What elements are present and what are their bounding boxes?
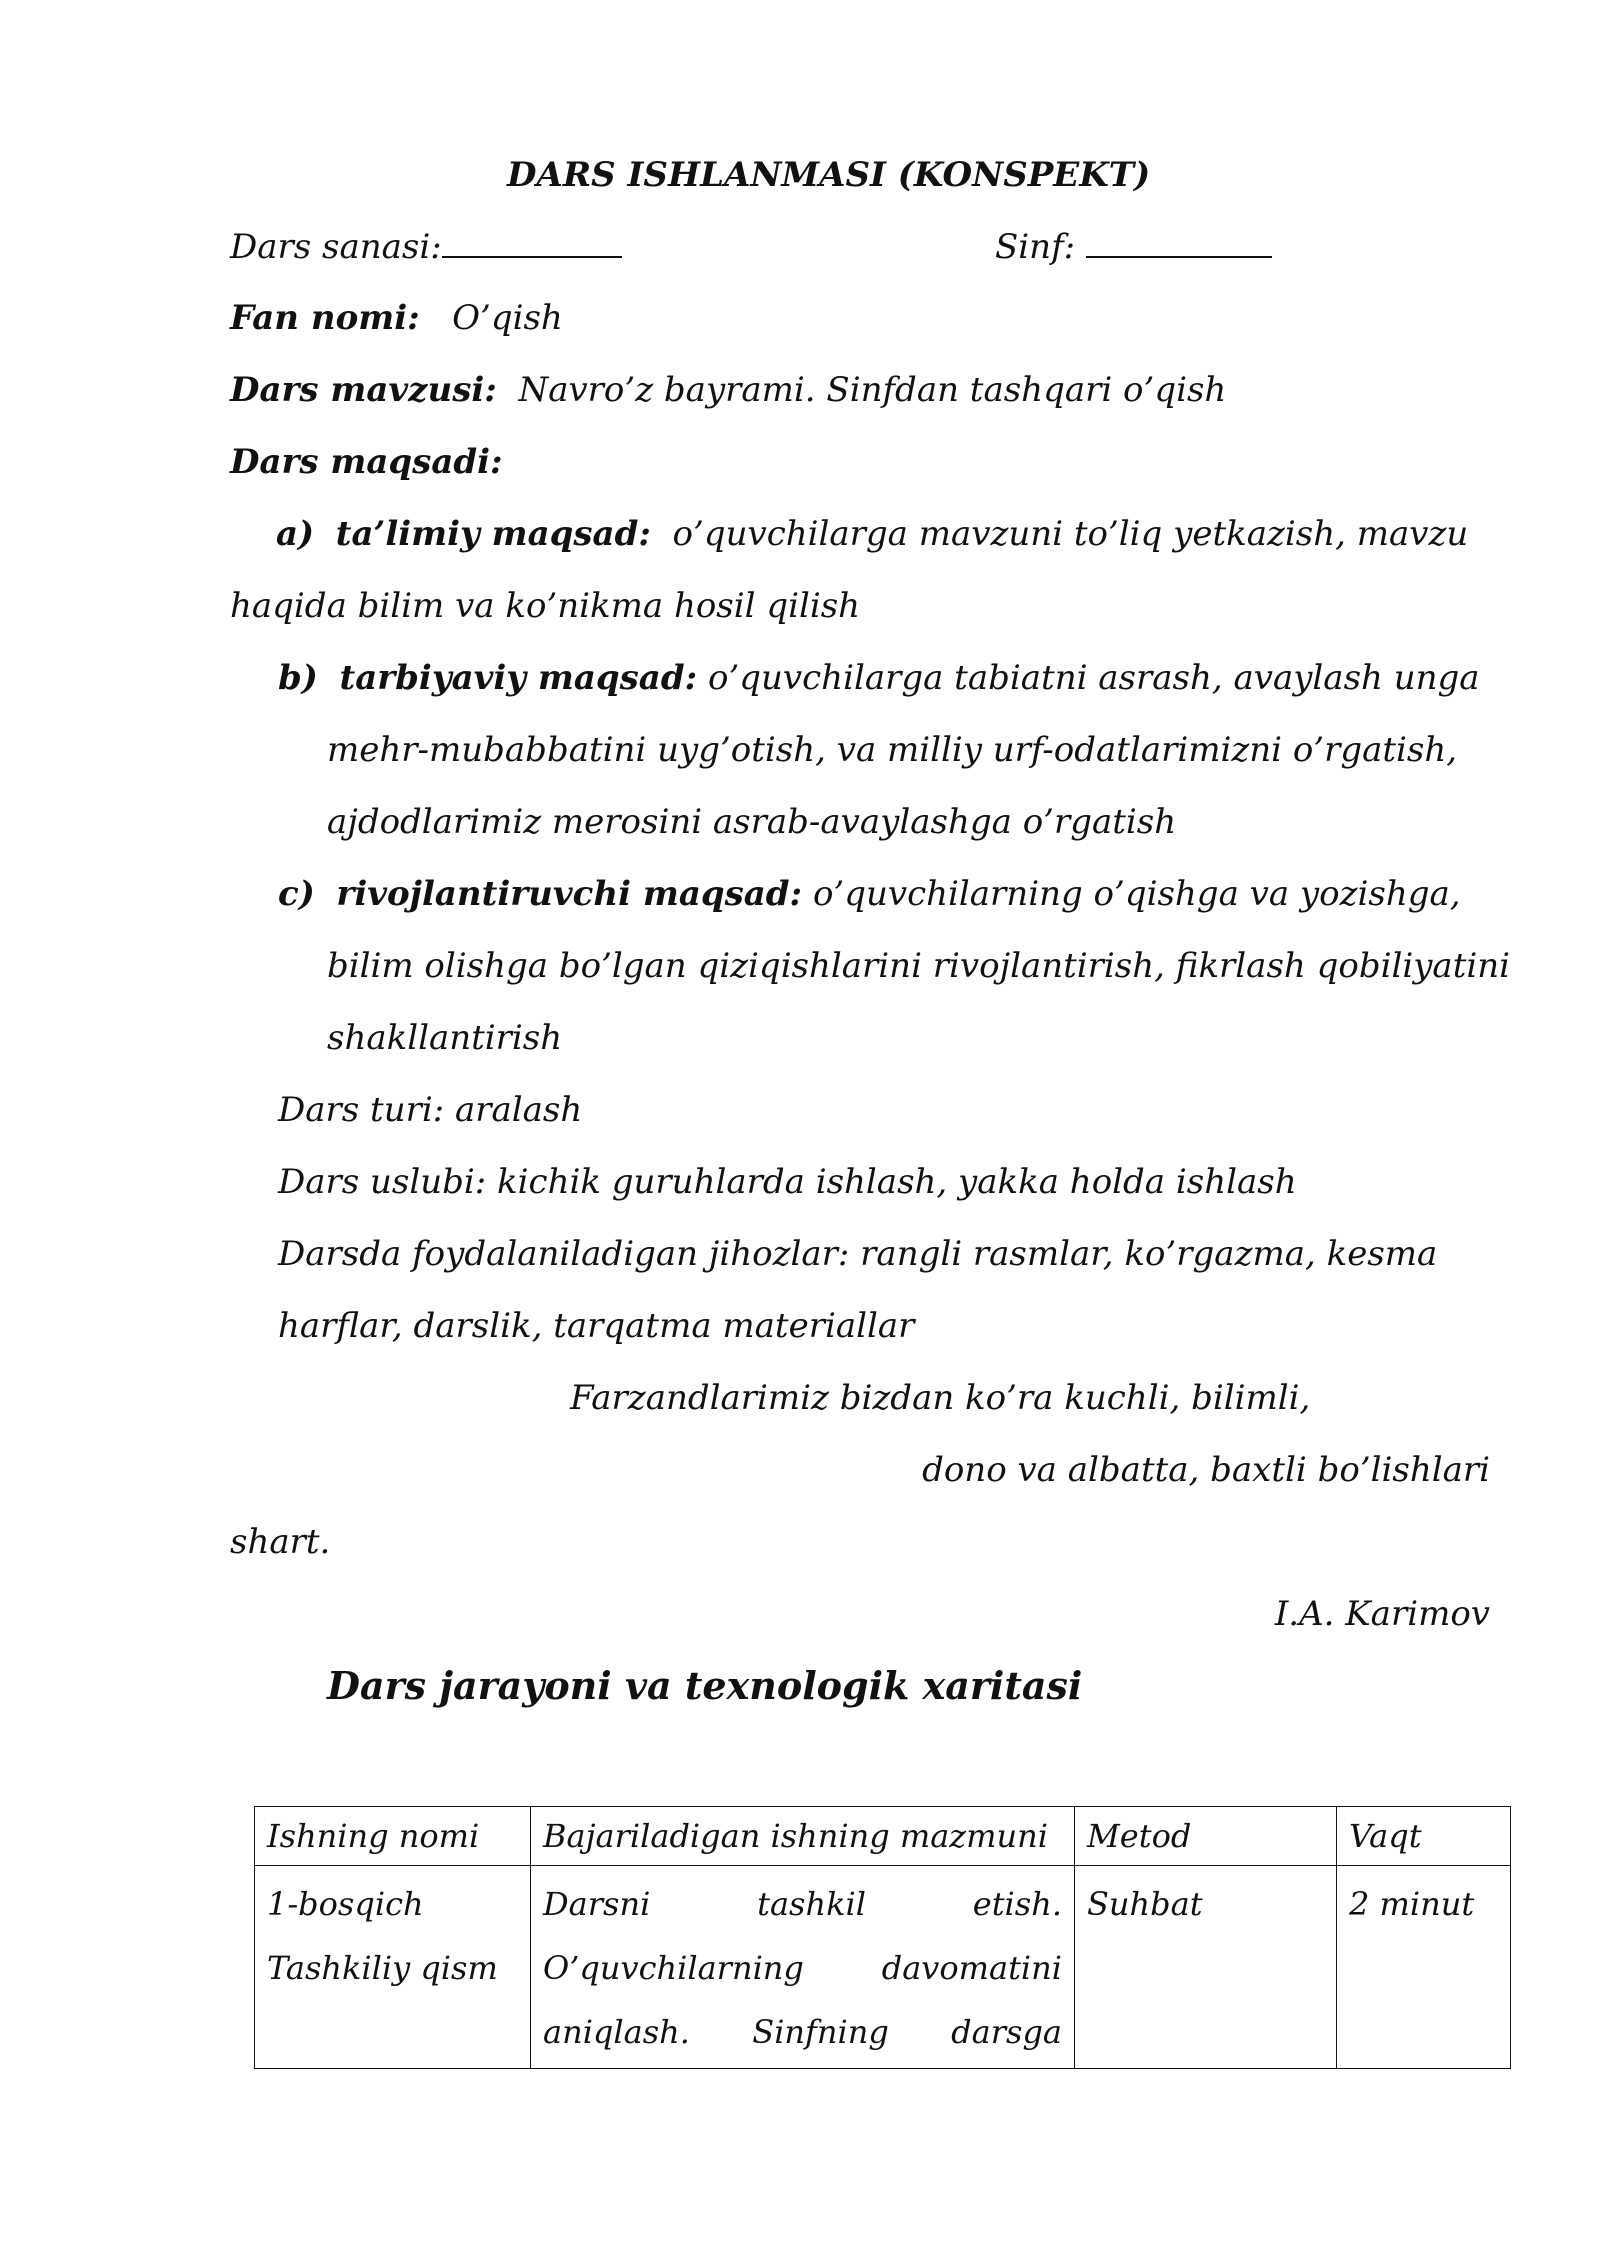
- subject-value: O’qish: [452, 298, 563, 338]
- goal-a-text1: o’quvchilarga mavzuni to’liq yetkazish, mavzu: [672, 514, 1469, 554]
- goals-label: Dars maqsadi:: [230, 442, 503, 482]
- date-label: Dars sanasi:: [230, 227, 442, 267]
- subject-label: Fan nomi:: [230, 298, 420, 338]
- goal-a-label: ta’limiy maqsad:: [335, 514, 651, 554]
- quote-line2: dono va albatta, baxtli bo’lishlari: [922, 1450, 1490, 1490]
- cell-time: 2 minut: [1337, 1866, 1511, 2069]
- content-line1: [543, 1872, 1062, 1936]
- content-line2: [543, 1936, 1062, 2000]
- technology-map-table: [254, 1806, 1511, 2069]
- header-work-content: Bajariladigan ishning mazmuni: [531, 1807, 1075, 1866]
- date-field: [230, 226, 622, 267]
- content-word: tashkil: [757, 1885, 866, 1923]
- content-word: davomatini: [881, 1949, 1062, 1987]
- goal-b-marker: b): [278, 658, 318, 698]
- lesson-type: Dars turi: aralash: [278, 1090, 583, 1130]
- topic-value: Navro’z bayrami. Sinfdan tashqari o’qish: [518, 370, 1227, 410]
- section-title: Dars jarayoni va texnologik xaritasi: [327, 1663, 1083, 1708]
- class-field: [995, 226, 1272, 267]
- header-method: Metod: [1075, 1807, 1337, 1866]
- quote-author: I.A. Karimov: [1274, 1594, 1490, 1634]
- stage-name: Tashkiliy qism: [267, 1949, 498, 1987]
- table-header-row: [255, 1807, 1511, 1866]
- topic-line: [230, 370, 1226, 410]
- goal-c-label: rivojlantiruvchi maqsad:: [336, 874, 803, 914]
- topic-label: Dars mavzusi:: [230, 370, 497, 410]
- content-word: aniqlash.: [543, 2013, 690, 2051]
- subject-line: [230, 298, 563, 338]
- goal-b-text1: o’quvchilarga tabiatni asrash, avaylash unga: [707, 658, 1480, 698]
- cell-work-name: [255, 1866, 531, 2069]
- cell-method: Suhbat: [1075, 1866, 1337, 2069]
- goal-b-line3: ajdodlarimiz merosini asrab-avaylashga o’rgatish: [327, 802, 1177, 842]
- goal-b-label: tarbiyaviy maqsad:: [339, 658, 698, 698]
- cell-work-content: [531, 1866, 1075, 2069]
- goal-a-marker: a): [276, 514, 315, 554]
- lesson-style: Dars uslubi: kichik guruhlarda ishlash, yakka holda ishlash: [278, 1162, 1297, 1202]
- class-blank: [1086, 226, 1272, 258]
- content-line3: [543, 2000, 1062, 2064]
- goal-c-text1: o’quvchilarning o’qishga va yozishga,: [812, 874, 1461, 914]
- goal-c-line3: shakllantirish: [327, 1018, 563, 1058]
- quote-line1: Farzandlarimiz bizdan ko’ra kuchli, bilimli,: [570, 1378, 1311, 1418]
- goal-b-line1: [278, 658, 1480, 698]
- header-time: Vaqt: [1337, 1807, 1511, 1866]
- quote-line3: shart.: [230, 1522, 331, 1562]
- table-row: [255, 1866, 1511, 2069]
- content-word: O’quvchilarning: [543, 1949, 804, 1987]
- goal-b-line2: mehr-mubabbatini uyg’otish, va milliy urf-odatlarimizni o’rgatish,: [327, 730, 1458, 770]
- header-work-name: Ishning nomi: [255, 1807, 531, 1866]
- equipment-line1: Darsda foydalaniladigan jihozlar: rangli rasmlar, ko’rgazma, kesma: [278, 1234, 1438, 1274]
- content-word: darsga: [951, 2013, 1062, 2051]
- goal-c-marker: c): [278, 874, 315, 914]
- goal-c-line2: bilim olishga bo’lgan qiziqishlarini rivojlantirish, fikrlash qobiliyatini: [327, 946, 1511, 986]
- content-word: Sinfning: [752, 2013, 889, 2051]
- date-blank: [442, 226, 622, 258]
- goal-c-line1: [278, 874, 1461, 914]
- content-word: Darsni: [543, 1885, 651, 1923]
- document-title: DARS ISHLANMASI (KONSPEKT): [507, 155, 1151, 195]
- goal-a-line2: haqida bilim va ko’nikma hosil qilish: [230, 586, 861, 626]
- equipment-line2: harflar, darslik, tarqatma materiallar: [278, 1306, 915, 1346]
- class-label: Sinf:: [995, 227, 1076, 267]
- stage-number: 1-bosqich: [267, 1885, 424, 1923]
- goal-a-line1: [276, 514, 1468, 554]
- content-word: etish.: [972, 1885, 1062, 1923]
